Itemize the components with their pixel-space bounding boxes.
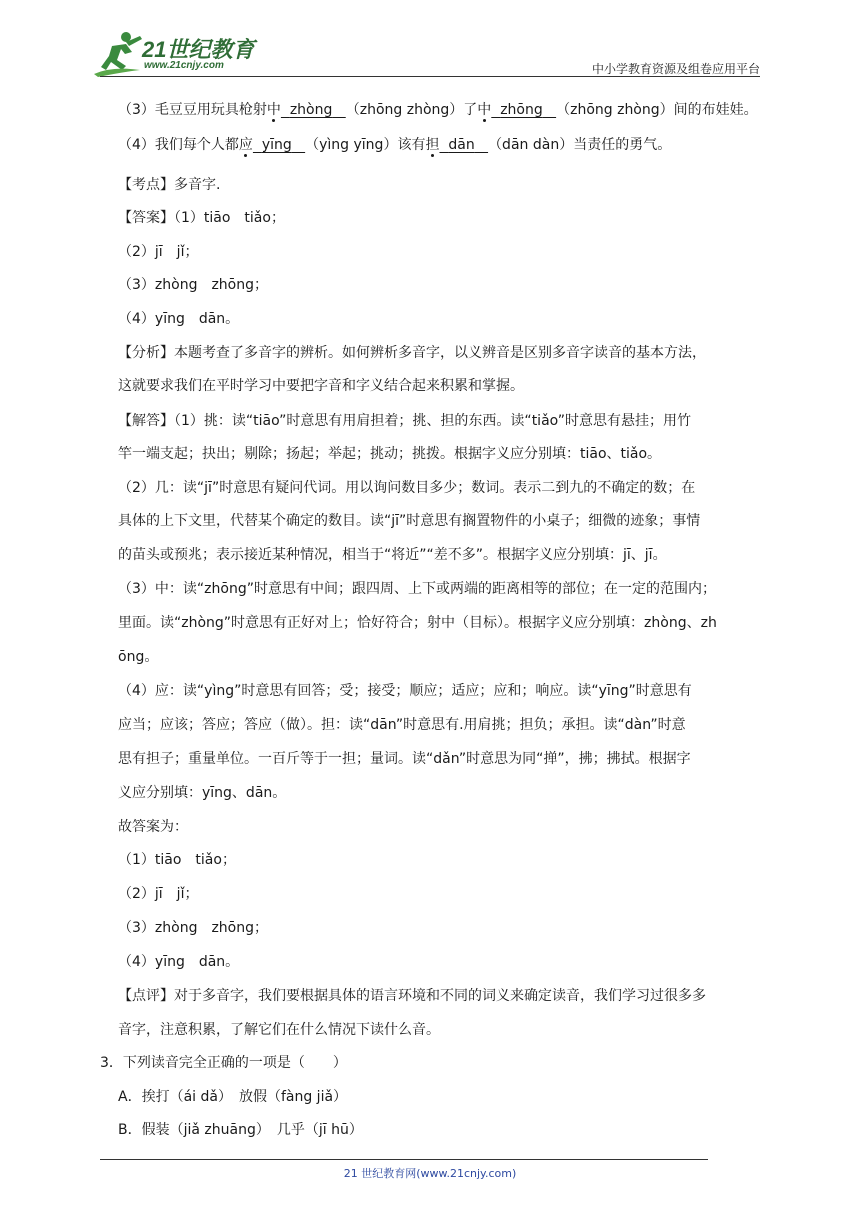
q4-answer-1: yīng <box>261 137 292 153</box>
final-answer-4: （4）yīng dān。 <box>118 954 240 970</box>
q3-answer-1: zhòng <box>289 102 333 118</box>
page-header <box>0 0 860 90</box>
footer-link[interactable]: 21 世纪教育网(www.21cnjy.com) <box>343 1167 517 1180</box>
option-b: B．假装（jiǎ zhuāng） 几乎（jī hū） <box>118 1122 363 1138</box>
solution-line-6: （3）中：读“zhōng”时意思有中间；跟四周、上下或两端的距离相等的部位；在一定的范围内； <box>118 581 716 597</box>
final-answer-label: 故答案为： <box>118 819 188 835</box>
q4-prefix: （4）我们每个人都 <box>118 137 239 153</box>
q3-prefix: （3）毛豆豆用玩具枪射 <box>118 102 267 118</box>
q3-dotted-char-1: 中 <box>266 102 281 118</box>
solution-line-12: 义应分别填：yīng、dān。 <box>118 785 287 801</box>
site-logo <box>92 30 267 78</box>
question-4-line <box>118 136 671 154</box>
analysis-line-1: 【分析】本题考查了多音字的辨析。如何辨析多音字，以义辨音是区别多音字读音的基本方法， <box>118 345 706 361</box>
q4-dotted-char-2: 担 <box>425 137 440 153</box>
final-answer-1: （1）tiāo tiǎo； <box>118 852 236 868</box>
q4-blank-1 <box>253 137 305 153</box>
solution-line-8: ōng。 <box>118 649 159 665</box>
logo-text: 21世纪教育 <box>142 37 255 62</box>
q4-options-2: （dān dàn）当责任的勇气。 <box>488 137 672 153</box>
answer-line-4: （4）yīng dān。 <box>118 311 240 327</box>
runner-logo-icon <box>92 30 148 78</box>
q4-answer-2: dān <box>448 137 475 153</box>
answer-line-3: （3）zhòng zhōng； <box>118 277 269 293</box>
q4-dotted-char-1: 应 <box>238 137 253 153</box>
question-3-stem: 3．下列读音完全正确的一项是（ ） <box>100 1055 347 1071</box>
q3-dotted-char-2: 中 <box>477 102 492 118</box>
analysis-line-2: 这就要求我们在平时学习中要把字音和字义结合起来积累和掌握。 <box>118 378 524 394</box>
solution-line-2: 竿一端支起；抉出；剔除；扬起；举起；挑动；挑拨。根据字义应分别填：tiāo、tiǎo。 <box>118 446 662 462</box>
platform-title: 中小学教育资源及组卷应用平台 <box>591 62 760 76</box>
comment-line-1: 【点评】对于多音字，我们要根据具体的语言环境和不同的词义来确定读音，我们学习过很多多 <box>118 988 706 1004</box>
solution-line-1: 【解答】（1）挑：读“tiāo”时意思有用肩担着；挑、担的东西。读“tiǎo”时意思有悬挂；用竹 <box>118 413 691 429</box>
solution-line-4: 具体的上下文里，代替某个确定的数目。读“jī”时意思有搁置物件的小桌子；细微的迹象；事情 <box>118 513 701 529</box>
answer-line-2: （2）jī jǐ； <box>118 244 199 260</box>
q3-answer-2: zhōng <box>500 102 543 118</box>
q3-options-2: （zhōng zhòng）间的布娃娃。 <box>556 102 758 118</box>
q3-options-1: （zhōng zhòng）了 <box>345 102 478 118</box>
solution-line-11: 思有担子；重量单位。一百斤等于一担；量词。读“dǎn”时意思为同“掸”，拂；拂拭。根据字 <box>118 751 691 767</box>
q4-options-1: （yìng yīng）该有 <box>305 137 426 153</box>
footer-divider <box>100 1159 708 1160</box>
answer-line-1: 【答案】（1）tiāo tiǎo； <box>118 210 285 226</box>
solution-line-5: 的苗头或预兆；表示接近某种情况，相当于“将近”“差不多”。根据字义应分别填：jī、jī。 <box>118 547 667 563</box>
solution-line-9: （4）应：读“yìng”时意思有回答；受；接受；顺应；适应；应和；响应。读“yīng”时意思有 <box>118 683 692 699</box>
solution-line-7: 里面。读“zhòng”时意思有正好对上；恰好符合；射中（目标）。根据字义应分别填：zhòng、zh <box>118 615 717 631</box>
final-answer-2: （2）jī jǐ； <box>118 886 199 902</box>
kaodian-line: 【考点】多音字. <box>118 177 221 193</box>
comment-line-2: 音字，注意积累，了解它们在什么情况下读什么音。 <box>118 1022 440 1038</box>
final-answer-3: （3）zhòng zhōng； <box>118 920 269 936</box>
q3-blank-2 <box>491 102 556 118</box>
question-3-line <box>118 101 758 119</box>
logo-url: www.21cnjy.com <box>144 60 224 71</box>
solution-line-10: 应当；应该；答应；答应（做）。担：读“dān”时意思有.用肩挑；担负；承担。读“dàn”时意 <box>118 717 686 733</box>
q4-blank-2 <box>439 137 488 153</box>
q3-blank-1 <box>281 102 346 118</box>
solution-line-3: （2）几：读“jī”时意思有疑问代词。用以询问数目多少；数词。表示二到九的不确定的数；在 <box>118 480 696 496</box>
header-divider <box>100 76 760 77</box>
option-a: A．挨打（ái dǎ） 放假（fàng jiǎ） <box>118 1089 348 1105</box>
